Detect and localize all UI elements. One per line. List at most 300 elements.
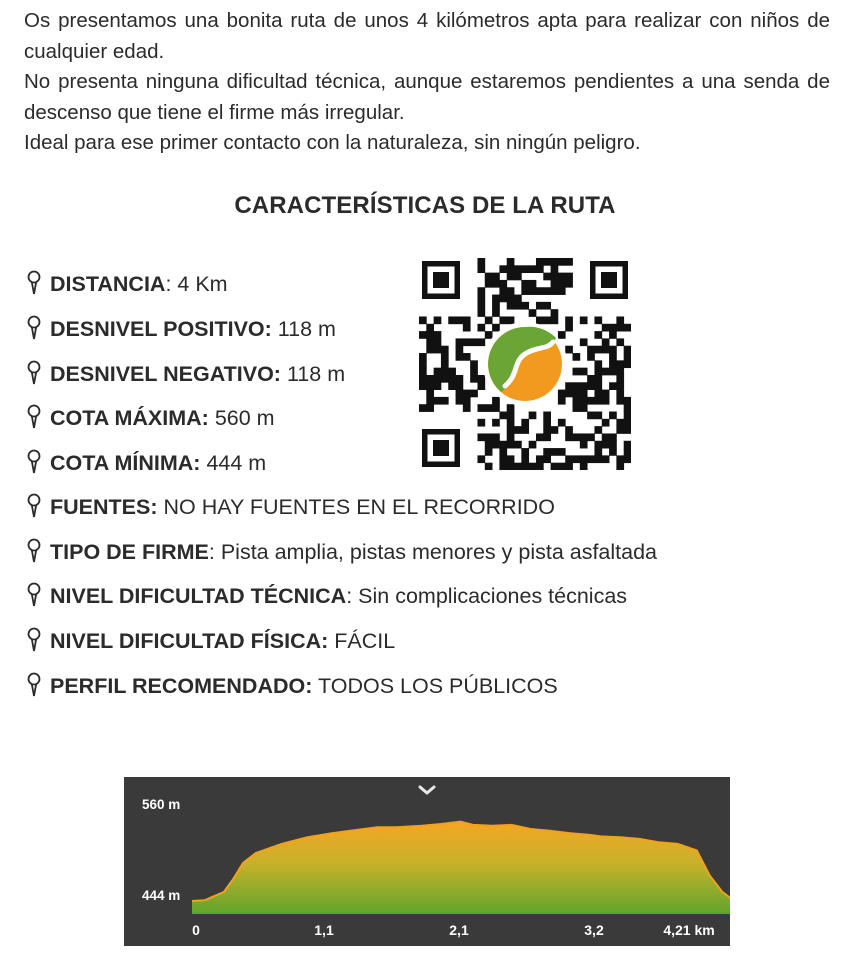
qr-module [594,346,602,354]
qr-module [624,441,631,449]
qr-module [543,302,551,310]
qr-module [485,316,493,324]
qr-module [624,419,631,427]
qr-module [507,287,515,295]
qr-module [470,338,478,346]
qr-module [573,455,581,463]
qr-module [492,302,500,310]
qr-module [477,404,485,412]
qr-module [543,258,551,266]
qr-module [543,273,551,281]
qr-module [565,280,573,288]
intro-paragraph: Os presentamos una bonita ruta de unos 4 kilómetros apta para realizar con niños de cualquier edad. [24,9,830,63]
feature-distancia [24,270,228,298]
qr-module [594,397,602,405]
qr-module [485,331,493,339]
qr-module [609,441,617,449]
feature-label: PERFIL RECOMENDADO: [50,674,313,698]
feature-dificultad-fisica [24,627,395,655]
qr-module [419,331,427,339]
qr-module [441,360,449,368]
pin-icon [24,582,44,608]
qr-module [624,353,631,361]
qr-module [521,265,529,273]
qr-module [602,419,610,427]
qr-module [624,324,631,332]
qr-module [587,433,595,441]
y-max-label: 560 m [142,797,181,812]
qr-module [485,280,493,288]
qr-module [543,426,551,434]
qr-module [521,426,529,434]
feature-label: DESNIVEL NEGATIVO: [50,362,281,386]
qr-module [477,287,485,295]
qr-module [565,390,573,398]
qr-module [492,295,500,303]
qr-module [580,441,588,449]
qr-module [624,448,631,456]
qr-module [624,455,631,463]
qr-module [492,397,500,405]
qr-module [492,280,500,288]
qr-module [477,433,485,441]
qr-module [507,273,515,281]
qr-module [514,302,522,310]
qr-module [551,309,559,317]
qr-module [616,419,624,427]
qr-module [609,382,617,390]
qr-module [587,455,595,463]
qr-module [594,360,602,368]
qr-module [499,463,507,470]
qr-module [470,360,478,368]
qr-module [594,448,602,456]
elevation-profile-svg [124,777,730,946]
qr-module [456,338,464,346]
qr-module [492,433,500,441]
qr-module [602,433,610,441]
qr-module [616,316,624,324]
qr-module [419,375,427,383]
qr-module [477,324,485,332]
qr-module [514,273,522,281]
qr-module [602,390,610,398]
qr-module [616,324,624,332]
qr-module [543,412,551,420]
pin-icon [24,493,44,519]
qr-module [419,404,427,412]
feature-label: DESNIVEL POSITIVO: [50,317,272,341]
qr-module [594,441,602,449]
qr-module [507,419,515,427]
elevation-profile-chart [124,777,730,946]
qr-module [580,316,588,324]
qr-module [477,419,485,427]
qr-module [587,346,595,354]
intro-paragraph: No presenta ninguna dificultad técnica, aunque estaremos pendientes a una senda de descenso que tiene el firme más irregular. [24,70,830,124]
qr-module [456,316,464,324]
feature-value: TODOS LOS PÚBLICOS [312,674,558,698]
qr-module [441,353,449,361]
qr-module [426,346,434,354]
qr-module [624,404,631,412]
qr-module [616,375,624,383]
qr-module [507,316,515,324]
qr-module [456,382,464,390]
qr-module [485,463,493,470]
qr-module [536,455,544,463]
qr-module [551,265,559,273]
qr-module [602,455,610,463]
qr-module [565,455,573,463]
feature-label: NIVEL DIFICULTAD FÍSICA: [50,629,329,653]
qr-module [507,455,515,463]
qr-module [485,404,493,412]
feature-label: FUENTES: [50,495,158,519]
qr-module [609,346,617,354]
x-tick-label: 4,21 km [663,922,715,938]
feature-value: : 4 Km [165,272,228,296]
qr-module [580,338,588,346]
qr-module [463,390,471,398]
qr-module [558,280,566,288]
qr-module [558,448,566,456]
qr-module [609,448,617,456]
feature-value: FÁCIL [328,629,396,653]
qr-module [594,316,602,324]
qr-module [602,324,610,332]
qr-module [434,338,442,346]
qr-module [521,280,529,288]
qr-module [609,368,617,376]
qr-module [624,397,631,405]
qr-module [521,448,529,456]
x-tick-label: 1,1 [314,922,334,938]
feature-label: NIVEL DIFICULTAD TÉCNICA [50,584,347,608]
feature-perfil-recomendado [24,672,558,700]
qr-module [529,287,537,295]
qr-module [616,382,624,390]
qr-module [448,375,456,383]
qr-module [463,316,471,324]
qr-module [565,382,573,390]
qr-module [602,441,610,449]
qr-module [499,412,507,420]
qr-module [507,295,515,303]
feature-value: 560 m [208,406,275,430]
qr-module [463,338,471,346]
qr-module [609,324,617,332]
qr-module [551,287,559,295]
qr-module [616,455,624,463]
chevron-down-icon[interactable] [420,787,434,793]
intro-text [24,6,830,159]
qr-module [419,353,427,361]
qr-module [492,324,500,332]
qr-module [587,382,595,390]
qr-module [536,433,544,441]
qr-module [441,368,449,376]
qr-module [558,463,566,470]
qr-module [565,258,573,266]
qr-module [594,390,602,398]
qr-module [492,273,500,281]
pin-icon [24,360,44,386]
qr-module [573,404,581,412]
qr-module [587,375,595,383]
qr-module [426,390,434,398]
feature-tipo-firme [24,538,657,566]
qr-module [594,426,602,434]
qr-module [573,353,581,361]
qr-module [609,353,617,361]
qr-module [463,397,471,405]
qr-module [514,265,522,273]
qr-module [463,404,471,412]
section-title: CARACTERÍSTICAS DE LA RUTA [234,192,616,219]
qr-module [521,419,529,427]
qr-module [492,441,500,449]
qr-module [507,441,515,449]
qr-module [514,426,522,434]
qr-module [543,448,551,456]
qr-module [426,338,434,346]
qr-module [565,433,573,441]
qr-module [573,390,581,398]
qr-module [573,382,581,390]
qr-module [565,316,573,324]
qr-module [543,419,551,427]
qr-module [456,346,464,354]
qr-module [477,375,485,383]
qr-module [529,309,537,317]
feature-label: DISTANCIA [50,272,166,296]
qr-module [507,265,515,273]
qr-module [419,316,427,324]
qr-module [558,419,566,427]
pin-icon [24,627,44,653]
qr-module [602,397,610,405]
qr-module [543,433,551,441]
qr-module [580,433,588,441]
qr-module [609,433,617,441]
qr-module [456,375,464,383]
feature-dificultad-tecnica [24,582,627,610]
pin-icon [24,449,44,475]
x-axis-ticks [192,922,715,938]
qr-module [609,331,617,339]
feature-value: NO HAY FUENTES EN EL RECORRIDO [157,495,555,519]
qr-module [507,433,515,441]
qr-module [499,265,507,273]
qr-module [543,455,551,463]
qr-module [536,316,544,324]
qr-module [543,316,551,324]
qr-module [521,463,529,470]
qr-module [529,280,537,288]
qr-module [448,368,456,376]
qr-module [426,331,434,339]
qr-module [580,397,588,405]
qr-module [551,258,559,266]
qr-module [536,463,544,470]
qr-module [616,426,624,434]
qr-module [419,382,427,390]
qr-module [558,273,566,281]
qr-module [507,412,515,420]
x-tick-label: 3,2 [584,922,604,938]
qr-module [507,426,515,434]
qr-module [485,433,493,441]
qr-module [551,273,559,281]
qr-module [551,426,559,434]
elevation-area [192,822,730,914]
qr-module [587,412,595,420]
qr-module [551,448,559,456]
qr-module [521,302,529,310]
qr-module [507,302,515,310]
qr-module [499,287,507,295]
qr-module [456,397,464,405]
pin-icon [24,672,44,698]
qr-module [609,360,617,368]
qr-module [507,258,515,266]
qr-module [551,463,559,470]
qr-module [507,463,515,470]
qr-module [470,375,478,383]
qr-module [492,404,500,412]
qr-module [551,280,559,288]
qr-module [521,455,529,463]
qr-module [477,309,485,317]
qr-module [565,426,573,434]
qr-module [426,382,434,390]
qr-module [426,375,434,383]
feature-value: : Pista amplia, pistas menores y pista asfaltada [208,540,658,564]
qr-code-image [419,258,631,470]
qr-module [456,353,464,361]
qr-module [514,463,522,470]
intro-paragraph: Ideal para ese primer contacto con la naturaleza, sin ningún peligro. [24,131,641,154]
qr-module [536,302,544,310]
qr-module [448,316,456,324]
qr-module [485,448,493,456]
qr-module [558,331,566,339]
feature-desnivel-negativo [24,360,345,388]
qr-module [507,404,515,412]
qr-code[interactable] [419,258,631,470]
qr-module [426,397,434,405]
qr-module [485,441,493,449]
qr-module [543,287,551,295]
qr-module [565,273,573,281]
feature-cota-maxima [24,404,275,432]
qr-module [456,390,464,398]
qr-module [624,346,631,354]
qr-module [565,324,573,332]
wikiloc-logo-icon [483,322,567,406]
qr-module [558,397,566,405]
qr-module [587,353,595,361]
qr-module [477,338,485,346]
qr-module [434,316,442,324]
qr-module [594,368,602,376]
feature-label: COTA MÁXIMA: [50,406,209,430]
qr-module [573,397,581,405]
qr-module [624,426,631,434]
pin-icon [24,538,44,564]
feature-value: 118 m [271,317,336,341]
qr-module [580,455,588,463]
qr-module [602,338,610,346]
qr-module [558,287,566,295]
qr-module [609,412,617,420]
pin-icon [24,404,44,430]
qr-module [594,382,602,390]
qr-module [558,258,566,266]
qr-module [477,382,485,390]
qr-module [441,346,449,354]
qr-module [565,463,573,470]
qr-module [602,346,610,354]
qr-module [514,295,522,303]
qr-module [616,397,624,405]
qr-module [434,368,442,376]
qr-module [624,360,631,368]
qr-module [477,295,485,303]
qr-module [448,382,456,390]
qr-module [434,331,442,339]
qr-module [499,280,507,288]
qr-module [419,360,427,368]
qr-module [529,265,537,273]
qr-module [616,360,624,368]
qr-module [477,302,485,310]
qr-module [499,295,507,303]
qr-module [463,324,471,332]
qr-module [499,448,507,456]
qr-module [594,412,602,420]
qr-module [573,433,581,441]
qr-module [521,287,529,295]
feature-value: 118 m [280,362,346,386]
feature-label: TIPO DE FIRME [50,540,209,564]
qr-module [434,397,442,405]
qr-module [492,419,500,427]
feature-fuentes [24,493,555,521]
qr-module [573,368,581,376]
x-tick-label: 2,1 [449,922,469,938]
qr-module [616,338,624,346]
qr-module [477,265,485,273]
qr-module [558,390,566,398]
qr-module [499,455,507,463]
qr-module [529,412,537,420]
qr-module [477,455,485,463]
feature-value: 444 m [200,451,267,475]
qr-module [485,273,493,281]
pin-icon [24,270,44,296]
qr-module [426,404,434,412]
feature-label: COTA MÍNIMA: [50,451,201,475]
x-tick-label: 0 [192,922,200,938]
qr-module [492,309,500,317]
qr-module [499,316,507,324]
qr-module [587,397,595,405]
qr-module [419,368,427,376]
feature-desnivel-positivo [24,315,336,343]
qr-module [580,390,588,398]
